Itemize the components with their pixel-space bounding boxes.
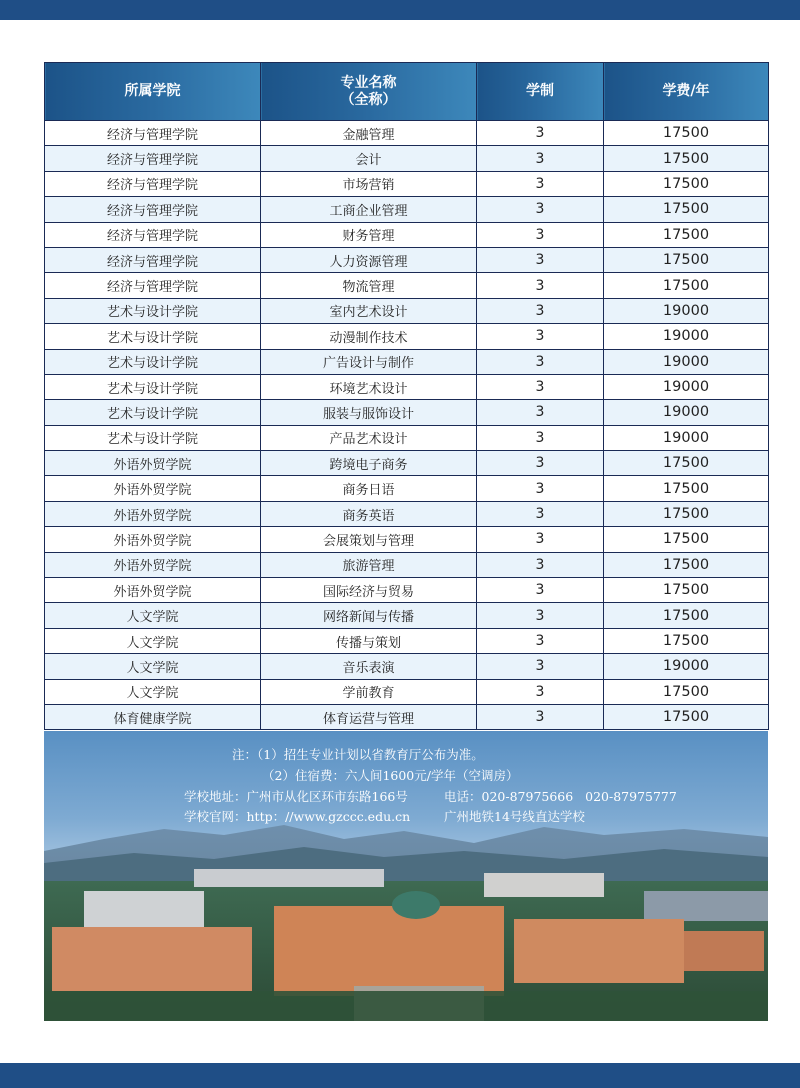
school-website[interactable]: 学校官网：http：//www.gzccc.edu.cn bbox=[184, 809, 411, 824]
table-row bbox=[45, 324, 769, 349]
major-cell: 传播与策划 bbox=[261, 628, 477, 653]
fee-cell: 17500 bbox=[604, 171, 769, 196]
table-row bbox=[45, 501, 769, 526]
fee-cell: 19000 bbox=[604, 374, 769, 399]
college-cell: 人文学院 bbox=[45, 654, 261, 679]
fee-cell: 17500 bbox=[604, 527, 769, 552]
years-cell: 3 bbox=[477, 527, 604, 552]
college-cell: 外语外贸学院 bbox=[45, 451, 261, 476]
years-cell: 3 bbox=[477, 349, 604, 374]
college-cell: 艺术与设计学院 bbox=[45, 324, 261, 349]
college-cell: 经济与管理学院 bbox=[45, 222, 261, 247]
years-cell: 3 bbox=[477, 552, 604, 577]
major-cell: 市场营销 bbox=[261, 171, 477, 196]
fee-cell: 17500 bbox=[604, 222, 769, 247]
years-cell: 3 bbox=[477, 451, 604, 476]
fee-cell: 19000 bbox=[604, 298, 769, 323]
college-cell: 外语外贸学院 bbox=[45, 476, 261, 501]
years-cell: 3 bbox=[477, 654, 604, 679]
fee-cell: 17500 bbox=[604, 197, 769, 222]
years-cell: 3 bbox=[477, 476, 604, 501]
years-cell: 3 bbox=[477, 603, 604, 628]
school-address: 学校地址：广州市从化区环市东路166号 bbox=[184, 789, 408, 804]
header-major bbox=[261, 63, 477, 121]
table-row bbox=[45, 679, 769, 704]
table-row bbox=[45, 171, 769, 196]
top-banner-bar bbox=[0, 0, 800, 20]
years-cell: 3 bbox=[477, 222, 604, 247]
major-cell: 会展策划与管理 bbox=[261, 527, 477, 552]
bottom-banner-bar bbox=[0, 1063, 800, 1088]
table-row bbox=[45, 451, 769, 476]
table-row bbox=[45, 476, 769, 501]
years-cell: 3 bbox=[477, 704, 604, 729]
major-cell: 室内艺术设计 bbox=[261, 298, 477, 323]
table-row bbox=[45, 298, 769, 323]
years-cell: 3 bbox=[477, 425, 604, 450]
fee-cell: 17500 bbox=[604, 273, 769, 298]
major-cell: 产品艺术设计 bbox=[261, 425, 477, 450]
fee-cell: 19000 bbox=[604, 425, 769, 450]
major-cell: 人力资源管理 bbox=[261, 247, 477, 272]
years-cell: 3 bbox=[477, 146, 604, 171]
table-row bbox=[45, 425, 769, 450]
fee-cell: 17500 bbox=[604, 704, 769, 729]
header-college: 所属学院 bbox=[45, 63, 261, 121]
fee-cell: 17500 bbox=[604, 247, 769, 272]
college-cell: 艺术与设计学院 bbox=[45, 400, 261, 425]
years-cell: 3 bbox=[477, 501, 604, 526]
fee-cell: 19000 bbox=[604, 324, 769, 349]
info-panel bbox=[44, 731, 768, 1021]
college-cell: 经济与管理学院 bbox=[45, 273, 261, 298]
table-row bbox=[45, 273, 769, 298]
college-cell: 经济与管理学院 bbox=[45, 197, 261, 222]
college-cell: 经济与管理学院 bbox=[45, 171, 261, 196]
table-row bbox=[45, 628, 769, 653]
table-row bbox=[45, 552, 769, 577]
major-cell: 会计 bbox=[261, 146, 477, 171]
major-cell: 工商企业管理 bbox=[261, 197, 477, 222]
major-cell: 动漫制作技术 bbox=[261, 324, 477, 349]
years-cell: 3 bbox=[477, 679, 604, 704]
major-cell: 物流管理 bbox=[261, 273, 477, 298]
years-cell: 3 bbox=[477, 324, 604, 349]
college-cell: 经济与管理学院 bbox=[45, 121, 261, 146]
college-cell: 外语外贸学院 bbox=[45, 552, 261, 577]
major-cell: 体育运营与管理 bbox=[261, 704, 477, 729]
fee-cell: 17500 bbox=[604, 552, 769, 577]
table-header-row bbox=[45, 63, 769, 121]
table-row bbox=[45, 603, 769, 628]
table-row bbox=[45, 247, 769, 272]
years-cell: 3 bbox=[477, 374, 604, 399]
major-cell: 服装与服饰设计 bbox=[261, 400, 477, 425]
college-cell: 经济与管理学院 bbox=[45, 146, 261, 171]
major-cell: 商务日语 bbox=[261, 476, 477, 501]
header-years: 学制 bbox=[477, 63, 604, 121]
header-fee: 学费/年 bbox=[604, 63, 769, 121]
years-cell: 3 bbox=[477, 400, 604, 425]
college-cell: 经济与管理学院 bbox=[45, 247, 261, 272]
major-cell: 财务管理 bbox=[261, 222, 477, 247]
table-row bbox=[45, 400, 769, 425]
college-cell: 艺术与设计学院 bbox=[45, 425, 261, 450]
fee-cell: 17500 bbox=[604, 603, 769, 628]
table-row bbox=[45, 222, 769, 247]
major-cell: 网络新闻与传播 bbox=[261, 603, 477, 628]
table-body bbox=[45, 121, 769, 730]
college-cell: 人文学院 bbox=[45, 603, 261, 628]
college-cell: 艺术与设计学院 bbox=[45, 298, 261, 323]
major-cell: 金融管理 bbox=[261, 121, 477, 146]
fee-cell: 17500 bbox=[604, 451, 769, 476]
major-cell: 学前教育 bbox=[261, 679, 477, 704]
major-cell: 旅游管理 bbox=[261, 552, 477, 577]
years-cell: 3 bbox=[477, 578, 604, 603]
metro-info: 广州地铁14号线直达学校 bbox=[444, 809, 585, 824]
note-accommodation: （2）住宿费：六人间1600元/学年（空调房） bbox=[262, 768, 519, 783]
college-cell: 艺术与设计学院 bbox=[45, 374, 261, 399]
fee-cell: 19000 bbox=[604, 654, 769, 679]
tuition-table bbox=[44, 62, 769, 730]
table-row bbox=[45, 374, 769, 399]
college-cell: 外语外贸学院 bbox=[45, 578, 261, 603]
table-row bbox=[45, 654, 769, 679]
table-row bbox=[45, 527, 769, 552]
fee-cell: 17500 bbox=[604, 578, 769, 603]
table-row bbox=[45, 704, 769, 729]
fee-cell: 17500 bbox=[604, 476, 769, 501]
major-cell: 跨境电子商务 bbox=[261, 451, 477, 476]
college-cell: 人文学院 bbox=[45, 679, 261, 704]
major-cell: 广告设计与制作 bbox=[261, 349, 477, 374]
fee-cell: 17500 bbox=[604, 121, 769, 146]
college-cell: 体育健康学院 bbox=[45, 704, 261, 729]
years-cell: 3 bbox=[477, 273, 604, 298]
table-row bbox=[45, 146, 769, 171]
fee-cell: 19000 bbox=[604, 400, 769, 425]
header-major-line2: （全称） bbox=[340, 91, 397, 108]
fee-cell: 17500 bbox=[604, 146, 769, 171]
years-cell: 3 bbox=[477, 121, 604, 146]
fee-cell: 19000 bbox=[604, 349, 769, 374]
years-cell: 3 bbox=[477, 628, 604, 653]
years-cell: 3 bbox=[477, 298, 604, 323]
header-major-line1: 专业名称 bbox=[340, 74, 397, 91]
note-enrollment: 注：（1）招生专业计划以省教育厅公布为准。 bbox=[232, 747, 484, 762]
fee-cell: 17500 bbox=[604, 679, 769, 704]
major-cell: 音乐表演 bbox=[261, 654, 477, 679]
school-phone: 电话：020-87975666 020-87975777 bbox=[444, 789, 677, 804]
major-cell: 商务英语 bbox=[261, 501, 477, 526]
college-cell: 艺术与设计学院 bbox=[45, 349, 261, 374]
table-row bbox=[45, 197, 769, 222]
years-cell: 3 bbox=[477, 197, 604, 222]
years-cell: 3 bbox=[477, 171, 604, 196]
fee-cell: 17500 bbox=[604, 501, 769, 526]
college-cell: 外语外贸学院 bbox=[45, 501, 261, 526]
table-row bbox=[45, 349, 769, 374]
years-cell: 3 bbox=[477, 247, 604, 272]
college-cell: 外语外贸学院 bbox=[45, 527, 261, 552]
major-cell: 环境艺术设计 bbox=[261, 374, 477, 399]
table-row bbox=[45, 578, 769, 603]
college-cell: 人文学院 bbox=[45, 628, 261, 653]
major-cell: 国际经济与贸易 bbox=[261, 578, 477, 603]
fee-cell: 17500 bbox=[604, 628, 769, 653]
table-row bbox=[45, 121, 769, 146]
